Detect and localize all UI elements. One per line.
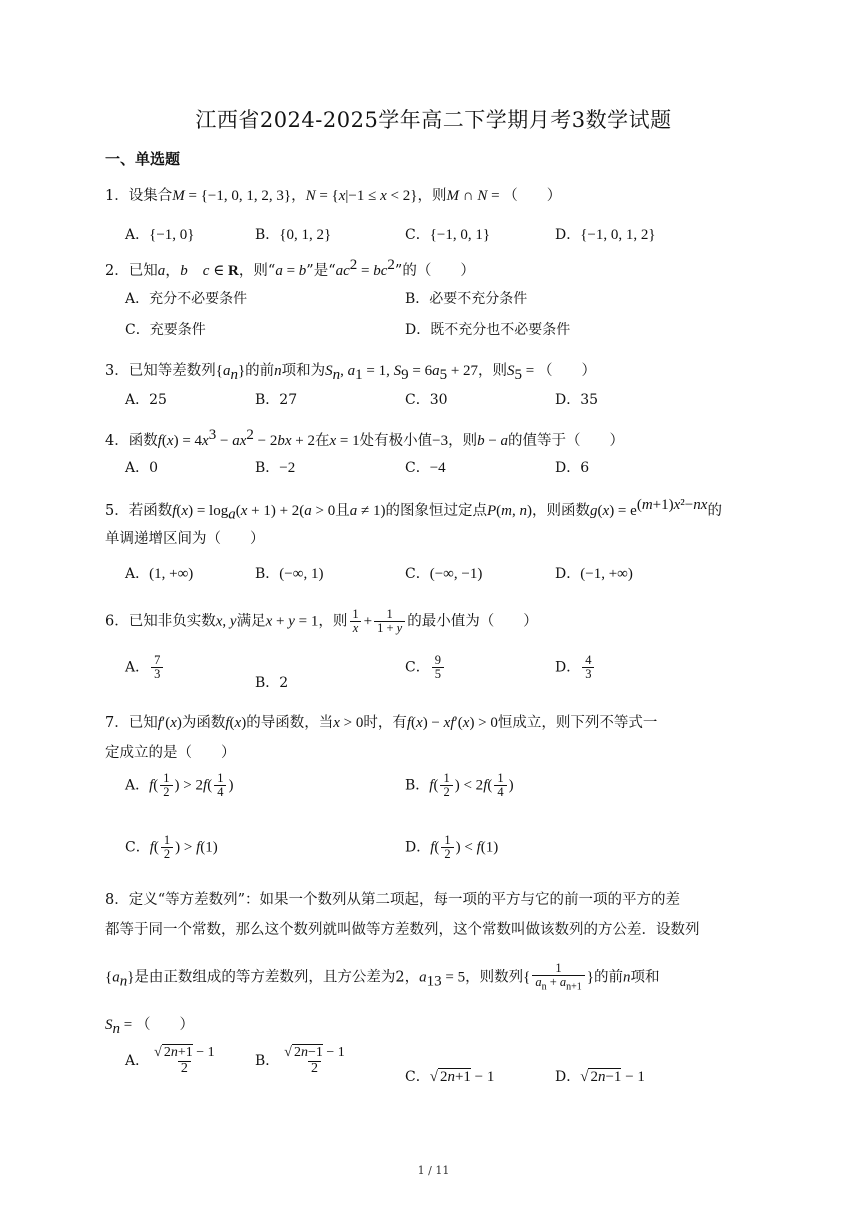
q2-option-b: B．必要不充分条件 bbox=[405, 291, 528, 307]
q8-option-c: C．√ 2n+1 − 1 bbox=[405, 1069, 495, 1085]
q4-option-c: C．−4 bbox=[405, 460, 446, 476]
page-number: 1 / 11 bbox=[417, 1164, 450, 1177]
q5-option-d: D．(−1, +∞) bbox=[555, 566, 633, 582]
section-heading: 一、单选题 bbox=[105, 150, 181, 168]
q6-option-d: D． $\frac{4}{3}$ bbox=[555, 654, 596, 681]
q1-option-d: D．{−1, 0, 1, 2} bbox=[555, 227, 656, 243]
q4-option-d: D．6 bbox=[555, 460, 590, 476]
q8-option-a: A． $\frac{√ 2n+1 - 1}{2}$ bbox=[125, 1045, 215, 1076]
page-title: 江西省2024-2025学年高二下学期月考3数学试题 bbox=[195, 108, 672, 132]
q1-option-b: B．{0, 1, 2} bbox=[255, 227, 332, 243]
q3-option-c: C．30 bbox=[405, 392, 448, 408]
q4-option-a: A．0 bbox=[125, 460, 159, 476]
q1-option-c: C．{−1, 0, 1} bbox=[405, 227, 491, 243]
question-1: 1．设集合M = {−1, 0, 1, 2, 3}，N = {x|−1 ≤ x < 2}，则M ∩ N = （ ） bbox=[105, 188, 562, 204]
q2-option-c: C．充要条件 bbox=[125, 322, 206, 338]
question-5-line-2: 单调递增区间为（ ） bbox=[105, 531, 265, 547]
q5-option-b: B．(−∞, 1) bbox=[255, 566, 324, 582]
q8-option-b: B． $\frac{√ 2n-1 - 1}{2}$ bbox=[255, 1045, 345, 1076]
q2-option-d: D．既不充分也不必要条件 bbox=[405, 322, 571, 338]
q5-option-a: A．(1, +∞) bbox=[125, 566, 194, 582]
q7-option-b: B．f( $\frac{1}{2}$ ) < 2f( $\frac{1}{4}$ ) bbox=[405, 771, 514, 800]
q7-option-a: A．f( $\frac{1}{2}$ ) > 2f( $\frac{1}{4}$ ) bbox=[125, 771, 234, 800]
q3-option-b: B．27 bbox=[255, 392, 298, 408]
question-7-line-2: 定成立的是（ ） bbox=[105, 745, 236, 761]
question-7: 7．已知f′(x)为函数f(x)的导函数，当x > 0时，有f(x) − xf′(x) > 0恒成立，则下列不等式一 bbox=[105, 715, 658, 731]
q5-option-c: C．(−∞, −1) bbox=[405, 566, 483, 582]
question-6: 6．已知非负实数x, y满足x + y = 1，则 $\frac{1}{x}$ + $\frac{1}{1 + y}$ 的最小值为（ ） bbox=[105, 607, 538, 636]
q3-option-a: A．25 bbox=[125, 392, 167, 408]
q6-option-c: C． $\frac{9}{5}$ bbox=[405, 654, 446, 681]
q6-option-b: B．2 bbox=[255, 675, 289, 691]
question-8-line-2: 都等于同一个常数，那么这个数列就叫做等方差数列，这个常数叫做该数列的方公差．设数列 bbox=[105, 922, 700, 938]
question-4: 4．函数$f(x) = 4x^3 - ax^2 - 2bx + 2$在x = 1处有极小值−3，则b − a的值等于（ ） bbox=[105, 427, 625, 449]
q3-option-d: D．35 bbox=[555, 392, 599, 408]
question-5: 5．若函数$f(x) = \log_a(x + 1) + 2(a > 0$且a ≠ 1)的图象恒过定点P(m, n)，则函数$g(x) = e^{(m+1)x^2-nx}$的 bbox=[105, 497, 722, 523]
math: M bbox=[172, 188, 185, 204]
q7-option-d: D．f( $\frac{1}{2}$ ) < f(1) bbox=[405, 833, 499, 862]
question-3: 3．已知等差数列$\{a_n\}$的前n项和为$S_n$, $a_1 = 1$, $S_9 = 6a_5 + 27$，则$S_5$ = （ ） bbox=[105, 363, 597, 383]
question-8-line-1: 8．定义“等方差数列”：如果一个数列从第二项起，每一项的平方与它的前一项的平方的差 bbox=[105, 892, 681, 908]
q2-option-a: A．充分不必要条件 bbox=[125, 291, 248, 307]
q1-option-a: A．{−1, 0} bbox=[125, 227, 195, 243]
q8-option-d: D．√ 2n−1 − 1 bbox=[555, 1069, 645, 1085]
question-2: 2．已知a，b c ∈ R，则“a = b”是“$ac^2 = bc^2$”的（ ） bbox=[105, 257, 475, 279]
question-8-line-4: $S_n$ = （ ） bbox=[105, 1017, 194, 1037]
question-8-line-3: $\{a_n\}$是由正数组成的等方差数列，且方公差为2，$a_{13} = 5$，则数列{ $\frac{1}{a_n + a_{n+1}}$ }的前n项和 bbox=[105, 961, 660, 993]
q6-option-a: A． $\frac{7}{3}$ bbox=[125, 654, 165, 681]
q7-option-c: C．f( $\frac{1}{2}$ ) > f(1) bbox=[125, 833, 218, 862]
q4-option-b: B．−2 bbox=[255, 460, 296, 476]
